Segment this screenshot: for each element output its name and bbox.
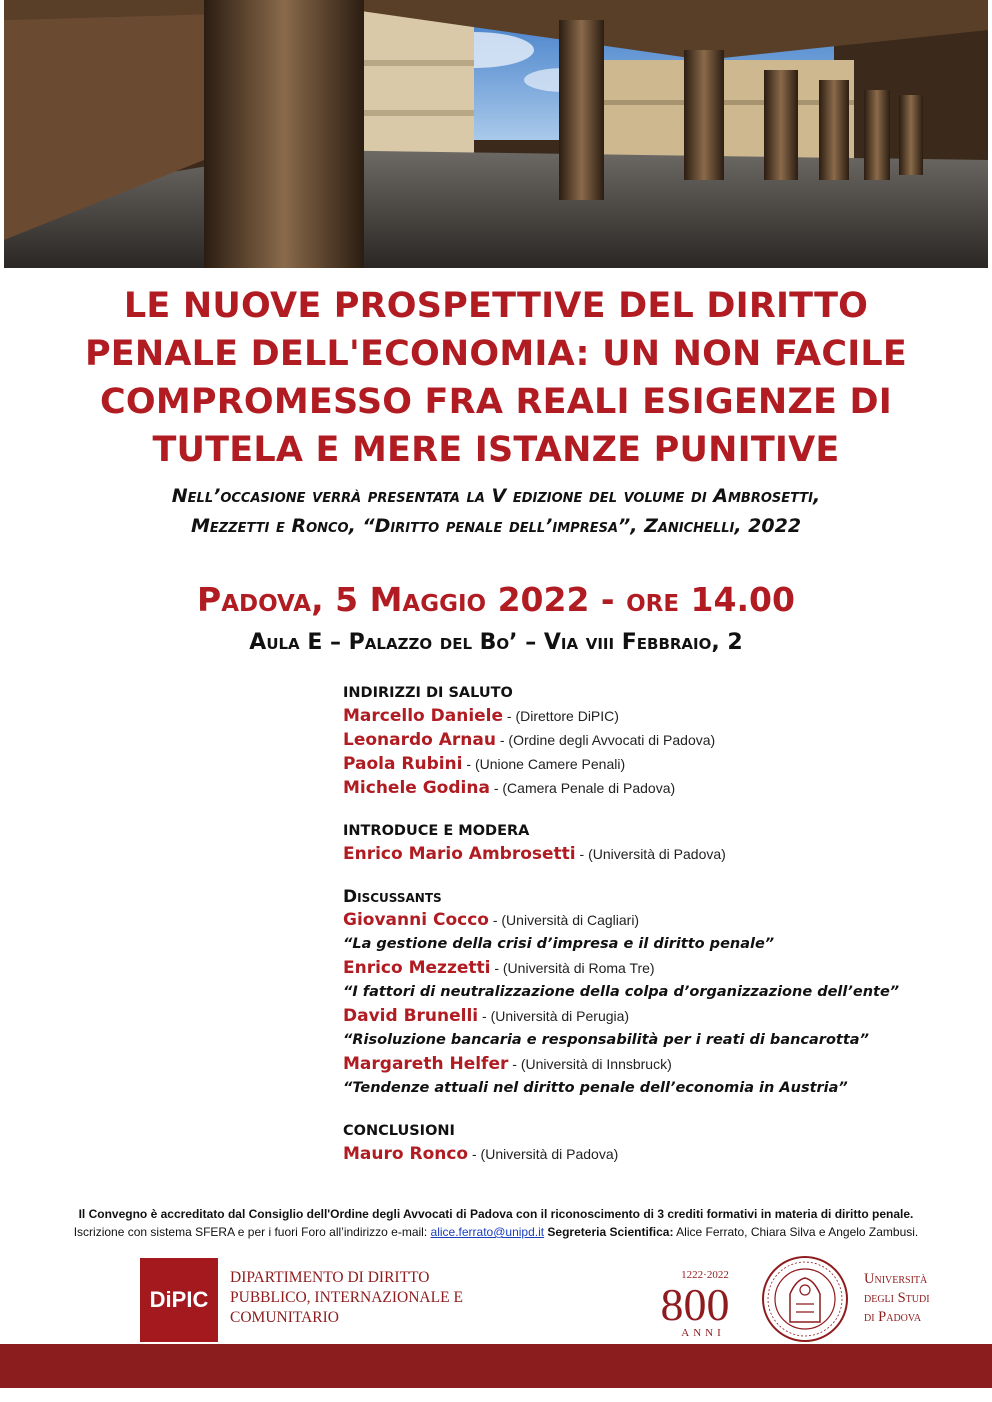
speaker-affiliation: - (Università di Padova) [575,846,726,862]
accreditation-text: Il Convegno è accreditato dal Consiglio dell'Ordine degli Avvocati di Padova con il riconoscimento di 3 crediti formativi in materia di diritto penale. [78,1207,914,1221]
section-heading: INTRODUCE E MODERA [343,823,530,839]
speaker-name: Leonardo Arnau [343,730,496,750]
title-line: LE NUOVE PROSPETTIVE DEL DIRITTO [123,286,869,326]
university-line: degli Studi [864,1290,930,1306]
speaker-row [343,776,963,800]
talk-title: “Tendenze attuali nel diritto penale dell’economia in Austria” [343,1080,848,1096]
section-heading: Discussants [343,887,442,907]
talk-title: “La gestione della crisi d’impresa e il diritto penale” [343,936,775,952]
title-line: COMPROMESSO FRA REALI ESIGENZE DI [100,382,892,422]
anni-word: ANNI [681,1327,725,1339]
speaker-name: Michele Godina [343,778,490,798]
subtitle-line: Nell’occasione verrà presentata la V edizione del volume di Ambrosetti, [171,485,821,507]
university-line: Università [864,1271,928,1287]
speaker-name: Marcello Daniele [343,706,504,726]
speaker-name: Mauro Ronco [343,1144,469,1164]
email-link[interactable]: alice.ferrato@unipd.it [430,1225,545,1239]
speaker-row [343,704,963,728]
speaker-affiliation: - (Università di Roma Tre) [490,960,655,976]
speaker-row [343,842,963,866]
speaker-affiliation: - (Università di Perugia) [478,1008,630,1024]
secretariat-label: Segreteria Scientifica: [544,1225,674,1239]
speaker-affiliation: - (Università di Padova) [468,1146,619,1162]
department-line: COMUNITARIO [230,1309,339,1326]
800-anni-logo [645,1262,745,1342]
bottom-bar [0,1344,992,1388]
speaker-row [343,752,963,776]
department-line: PUBBLICO, INTERNAZIONALE E [230,1289,463,1306]
university-seal-icon [760,1254,850,1344]
university-name [864,1270,930,1327]
speaker-affiliation: - (Università di Cagliari) [488,912,640,928]
university-line: di Padova [864,1309,922,1325]
footer-note [0,1205,992,1241]
speaker-row [343,1004,963,1028]
department-line: DIPARTIMENTO DI DIRITTO [230,1269,430,1286]
speaker-name: Margareth Helfer [343,1054,509,1074]
section-heading: INDIRIZZI DI SALUTO [343,685,513,701]
speaker-name: Giovanni Cocco [343,910,489,930]
speaker-row [343,728,963,752]
event-date: Padova, 5 Maggio 2022 - ore 14.00 [197,580,795,619]
event-venue: Aula E – Palazzo del Bo’ – Via viii Febbraio, 2 [249,630,743,655]
speaker-name: Enrico Mario Ambrosetti [343,844,576,864]
speaker-name: David Brunelli [343,1006,479,1026]
section-heading: CONCLUSIONI [343,1123,455,1139]
dipic-logo: DiPIC [140,1258,218,1342]
speaker-affiliation: - (Unione Camere Penali) [462,756,626,772]
speaker-row [343,956,963,980]
speaker-name: Enrico Mezzetti [343,958,491,978]
registration-text: Iscrizione con sistema SFERA e per i fuori Foro all’indirizzo e-mail: [73,1225,431,1239]
speaker-affiliation: - (Direttore DiPIC) [503,708,619,724]
secretariat-names: Alice Ferrato, Chiara Silva e Angelo Zambusi. [673,1225,919,1239]
speaker-name: Paola Rubini [343,754,463,774]
speaker-affiliation: - (Università di Innsbruck) [508,1056,672,1072]
department-name [230,1268,463,1328]
registration-line [0,1223,992,1241]
event-title [0,282,992,474]
speaker-row [343,1052,963,1076]
speaker-row [343,1142,963,1166]
talk-title: “I fattori di neutralizzazione della colpa d’organizzazione dell’ente” [343,984,900,1000]
program [343,682,963,1166]
hero-image [4,0,988,268]
speaker-affiliation: - (Camera Penale di Padova) [489,780,676,796]
anni-years: 1222·2022 [681,1269,729,1281]
event-subtitle [0,481,992,541]
talk-title: “Risoluzione bancaria e responsabilità per i reati di bancarotta” [343,1032,869,1048]
anni-number: 800 [660,1279,730,1330]
speaker-affiliation: - (Ordine degli Avvocati di Padova) [495,732,716,748]
title-line: TUTELA E MERE ISTANZE PUNITIVE [152,430,840,470]
title-line: PENALE DELL'ECONOMIA: UN NON FACILE [84,334,908,374]
speaker-row [343,908,963,932]
subtitle-line: Mezzetti e Ronco, “Diritto penale dell’impresa”, Zanichelli, 2022 [190,515,802,537]
